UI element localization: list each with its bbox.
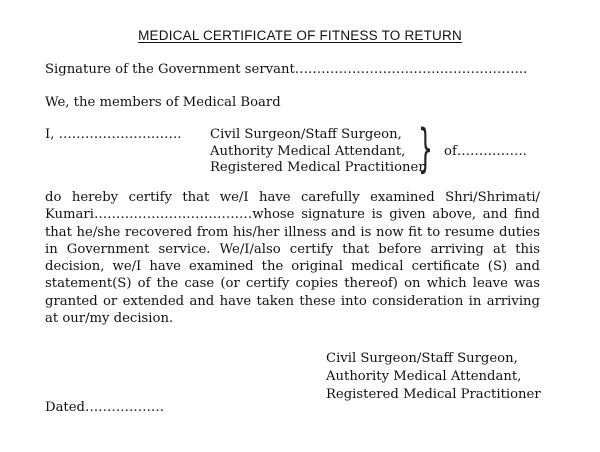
page-title: [0, 28, 600, 43]
of-place-line: of…………….: [444, 144, 527, 159]
role-civil-surgeon: Civil Surgeon/Staff Surgeon,: [210, 127, 402, 142]
examiner-name-line: I, ……………………….: [45, 127, 182, 142]
role-registered-practitioner: Registered Medical Practitioner: [210, 160, 425, 175]
examiner-roles: [210, 127, 425, 177]
signatory-block: [326, 350, 541, 403]
medical-board-line: We, the members of Medical Board: [45, 95, 281, 110]
dated-line: Dated………………: [45, 400, 165, 415]
certification-paragraph: do hereby certify that we/I have carefully examined Shri/Shrimati/ Kumari………………………………whose signature is given above, and find that he/she recovered from his/her illness and is now fit to resume duties in Government service. We/I/also certify that before arriving at this decision, we/I have examined the original medical certificate (S) and statement(S) of the case (or certify copies thereof) on which leave was granted or extended and have taken these into consideration in arriving at our/my decision.: [45, 190, 540, 327]
title-text: MEDICAL CERTIFICATE OF FITNESS TO RETURN: [138, 28, 462, 43]
right-brace: }: [418, 119, 433, 179]
signatory-civil-surgeon: Civil Surgeon/Staff Surgeon,: [326, 351, 518, 366]
role-authority-medical-attendant: Authority Medical Attendant,: [210, 143, 406, 159]
signatory-registered-practitioner: Registered Medical Practitioner: [326, 386, 541, 402]
government-servant-signature-line: Signature of the Government servant……………………………………………..: [45, 62, 528, 77]
signatory-authority-medical-attendant: Authority Medical Attendant,: [326, 368, 522, 384]
